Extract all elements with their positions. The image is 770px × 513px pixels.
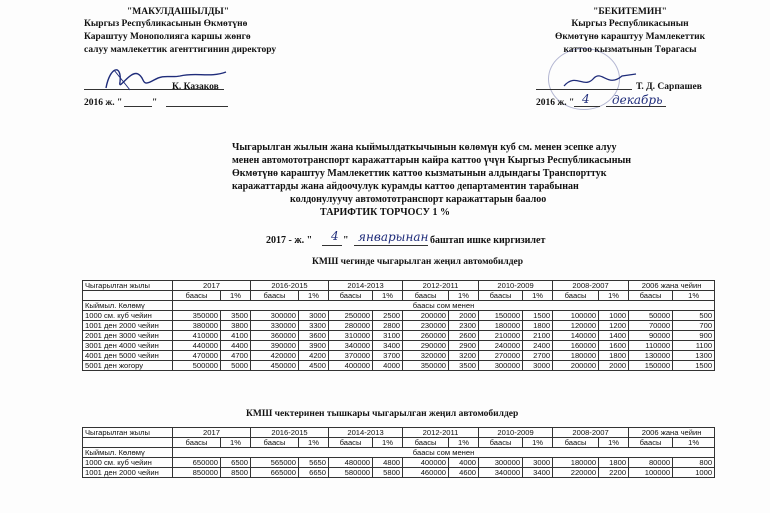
effective-date-suffix: баштап ишке киргизилет: [430, 235, 546, 246]
price-cell: 200000: [403, 311, 449, 321]
percent-cell: 800: [673, 458, 715, 468]
price-cell: 180000: [553, 458, 599, 468]
percent-cell: 3600: [299, 331, 329, 341]
price-cell: 390000: [251, 341, 299, 351]
percent-cell: 5800: [373, 468, 403, 478]
percent-cell: 6500: [221, 458, 251, 468]
percent-cell: 4500: [299, 361, 329, 371]
table2-caption: КМШ чектеринен тышкары чыгарылган жеңил автомобилдер: [246, 409, 519, 419]
percent-cell: 700: [673, 321, 715, 331]
percent-cell: 3500: [449, 361, 479, 371]
left-heading: "МАКУЛДАШЫЛДЫ": [127, 7, 229, 17]
price-cell: 400000: [329, 361, 373, 371]
percent-cell: 1000: [673, 468, 715, 478]
price-cell: 580000: [329, 468, 373, 478]
price-cell: 480000: [329, 458, 373, 468]
right-date-prefix: 2016 ж. ": [536, 98, 575, 108]
price-cell: 240000: [479, 341, 523, 351]
table2-year: 2016-2015: [251, 428, 329, 438]
right-line-2: Өкмөтүнө караштуу Мамлекеттик: [554, 32, 706, 42]
table-row: [83, 458, 715, 468]
price-cell: 300000: [251, 311, 299, 321]
row-label: 1000 см. куб чейин: [83, 458, 173, 468]
intro-line-1: Чыгарылган жылын жана кыймылдаткычынын көлөмүн куб см. менен эсепке алуу: [232, 142, 617, 153]
table1-sub-pct: 1%: [299, 291, 329, 301]
percent-cell: 4400: [221, 341, 251, 351]
table1-subheader-row: [83, 291, 715, 301]
row-label: 2001 ден 3000 чейин: [83, 331, 173, 341]
percent-cell: 3800: [221, 321, 251, 331]
table1-sub-value: баасы: [173, 291, 221, 301]
percent-cell: 4800: [373, 458, 403, 468]
effective-date-month: январынан: [358, 230, 429, 244]
price-cell: 180000: [553, 351, 599, 361]
price-cell: 140000: [553, 331, 599, 341]
price-cell: 380000: [173, 321, 221, 331]
percent-cell: 4100: [221, 331, 251, 341]
table1-sub-value: баасы: [479, 291, 523, 301]
percent-cell: 1600: [599, 341, 629, 351]
percent-cell: 6650: [299, 468, 329, 478]
price-cell: 280000: [329, 321, 373, 331]
table1-sub-pct: 1%: [449, 291, 479, 301]
table2-sub-value: баасы: [403, 438, 449, 448]
percent-cell: 1200: [599, 321, 629, 331]
right-line-1: Кыргыз Республикасынын: [571, 19, 689, 29]
table1-sub-value: баасы: [553, 291, 599, 301]
price-cell: 160000: [553, 341, 599, 351]
table1-sub-value: баасы: [403, 291, 449, 301]
percent-cell: 3500: [221, 311, 251, 321]
intro-line-5: колдонулуучу автомототранспорт каражаттарын баалоо: [290, 194, 547, 205]
intro-line-2: менен автомототранспорт каражаттарын кайра каттоо үчүн Кыргыз Республикасынын: [232, 155, 632, 166]
percent-cell: 4600: [449, 468, 479, 478]
tariff-title: ТАРИФТИК ТОРЧОСУ 1 %: [320, 207, 450, 218]
table2-year: 2008-2007: [553, 428, 629, 438]
row-label: 1000 см. куб чейин: [83, 311, 173, 321]
percent-cell: 3000: [523, 361, 553, 371]
percent-cell: 2700: [523, 351, 553, 361]
table2-sub-value: баасы: [629, 438, 673, 448]
table2-year: 2017: [173, 428, 251, 438]
table-row: [83, 331, 715, 341]
percent-cell: 5000: [221, 361, 251, 371]
table2-sub-value: баасы: [251, 438, 299, 448]
price-cell: 565000: [251, 458, 299, 468]
table1-year-label: Чыгарылган жылы: [83, 281, 173, 291]
percent-cell: 2900: [449, 341, 479, 351]
right-date-month: декабрь: [612, 93, 663, 107]
percent-cell: 1400: [599, 331, 629, 341]
percent-cell: 1500: [673, 361, 715, 371]
right-date-day: 4: [582, 92, 590, 106]
price-cell: 200000: [553, 361, 599, 371]
price-cell: 440000: [173, 341, 221, 351]
table2-year: 2010-2009: [479, 428, 553, 438]
price-cell: 330000: [251, 321, 299, 331]
table2-year: 2012-2011: [403, 428, 479, 438]
effective-date-month-blank: [354, 245, 428, 246]
table1-sub-pct: 1%: [523, 291, 553, 301]
percent-cell: 1500: [523, 311, 553, 321]
table2-subheader-row: [83, 438, 715, 448]
percent-cell: 4700: [221, 351, 251, 361]
table2-year: 2014-2013: [329, 428, 403, 438]
price-cell: 90000: [629, 331, 673, 341]
left-date-mid: ": [152, 98, 158, 108]
percent-cell: 5650: [299, 458, 329, 468]
percent-cell: 1800: [599, 458, 629, 468]
price-cell: 300000: [479, 458, 523, 468]
price-cell: 250000: [329, 311, 373, 321]
price-cell: 665000: [251, 468, 299, 478]
percent-cell: 1800: [599, 351, 629, 361]
table2-sub-value: баасы: [173, 438, 221, 448]
left-line-2: Караштуу Монополияга каршы жөнгө: [84, 32, 251, 42]
percent-cell: 3900: [299, 341, 329, 351]
table1-year: 2012-2011: [403, 281, 479, 291]
price-cell: 650000: [173, 458, 221, 468]
table-row: [83, 351, 715, 361]
table2-label-row: [83, 448, 715, 458]
table2-year-label: Чыгарылган жылы: [83, 428, 173, 438]
row-label: 1001 ден 2000 чейин: [83, 468, 173, 478]
table1-sub-value: баасы: [329, 291, 373, 301]
percent-cell: 1300: [673, 351, 715, 361]
price-cell: 470000: [173, 351, 221, 361]
price-cell: 150000: [479, 311, 523, 321]
table2-year-row: [83, 428, 715, 438]
table1-currency-label: баасы сом менен: [173, 301, 715, 311]
table2-currency-label: баасы сом менен: [173, 448, 715, 458]
intro-line-4: каражаттарды жана айдоочулук курамды каттоо департаментин тарабынан: [232, 181, 579, 192]
price-cell: 410000: [173, 331, 221, 341]
table2-sub-pct: 1%: [599, 438, 629, 448]
table1-engine-label: Кыймыл. Көлөмү: [83, 301, 173, 311]
price-cell: 220000: [553, 468, 599, 478]
right-date-month-blank: [606, 106, 666, 107]
table1-year: 2017: [173, 281, 251, 291]
table2-year: 2006 жана чейин: [629, 428, 715, 438]
price-cell: 500000: [173, 361, 221, 371]
price-cell: 350000: [173, 311, 221, 321]
price-cell: 210000: [479, 331, 523, 341]
table1-year: 2014-2013: [329, 281, 403, 291]
percent-cell: 3700: [373, 351, 403, 361]
table2-sub-pct: 1%: [221, 438, 251, 448]
price-cell: 180000: [479, 321, 523, 331]
table2-sub-value: баасы: [553, 438, 599, 448]
right-signature-line: [536, 89, 632, 90]
price-cell: 340000: [479, 468, 523, 478]
table-row: [83, 321, 715, 331]
percent-cell: 3000: [523, 458, 553, 468]
table2-sub-pct: 1%: [449, 438, 479, 448]
left-date-month-blank: [166, 106, 228, 107]
left-date-day-blank: [124, 106, 152, 107]
percent-cell: 1800: [523, 321, 553, 331]
percent-cell: 2600: [449, 331, 479, 341]
table1-label-row: [83, 301, 715, 311]
percent-cell: 900: [673, 331, 715, 341]
price-cell: 150000: [629, 361, 673, 371]
right-signer-name: Т. Д. Сарпашев: [636, 82, 702, 92]
price-cell: 100000: [629, 468, 673, 478]
table-row: [83, 361, 715, 371]
price-cell: 110000: [629, 341, 673, 351]
price-cell: 50000: [629, 311, 673, 321]
price-cell: 100000: [553, 311, 599, 321]
percent-cell: 3100: [373, 331, 403, 341]
table1-sub-pct: 1%: [373, 291, 403, 301]
price-cell: 120000: [553, 321, 599, 331]
left-line-3: салуу мамлекеттик агенттигинин директору: [84, 45, 277, 55]
row-label: 1001 ден 2000 чейин: [83, 321, 173, 331]
price-cell: 420000: [251, 351, 299, 361]
price-cell: 80000: [629, 458, 673, 468]
price-cell: 340000: [329, 341, 373, 351]
table1-year-row: [83, 281, 715, 291]
table-row: [83, 341, 715, 351]
percent-cell: 2300: [449, 321, 479, 331]
price-cell: 400000: [403, 458, 449, 468]
table1-empty-cell: [83, 291, 173, 301]
row-label: 5001 ден жогору: [83, 361, 173, 371]
table1-sub-value: баасы: [629, 291, 673, 301]
table2-sub-value: баасы: [479, 438, 523, 448]
effective-date-day-blank: [322, 245, 342, 246]
percent-cell: 3400: [523, 468, 553, 478]
table1-sub-pct: 1%: [221, 291, 251, 301]
table2-sub-pct: 1%: [299, 438, 329, 448]
left-signer-name: К. Казаков: [172, 82, 219, 92]
table-row: [83, 468, 715, 478]
table1-sub-pct: 1%: [673, 291, 715, 301]
tariff-table-cis: [82, 280, 715, 371]
table1-sub-pct: 1%: [599, 291, 629, 301]
right-date-day-blank: [574, 106, 600, 107]
price-cell: 850000: [173, 468, 221, 478]
tariff-table-non-cis: [82, 427, 715, 478]
percent-cell: 4200: [299, 351, 329, 361]
row-label: 4001 ден 5000 чейин: [83, 351, 173, 361]
price-cell: 230000: [403, 321, 449, 331]
price-cell: 270000: [479, 351, 523, 361]
percent-cell: 2000: [449, 311, 479, 321]
intro-line-3: Өкмөтүнө караштуу Мамлекеттик каттоо кызматынын алдындагы Транспорттук: [232, 168, 607, 179]
table1-year: 2006 жана чейин: [629, 281, 715, 291]
price-cell: 450000: [251, 361, 299, 371]
price-cell: 350000: [403, 361, 449, 371]
price-cell: 260000: [403, 331, 449, 341]
percent-cell: 2800: [373, 321, 403, 331]
table2-sub-pct: 1%: [673, 438, 715, 448]
table2-sub-pct: 1%: [373, 438, 403, 448]
row-label: 3001 ден 4000 чейин: [83, 341, 173, 351]
price-cell: 320000: [403, 351, 449, 361]
table2-sub-pct: 1%: [523, 438, 553, 448]
percent-cell: 3200: [449, 351, 479, 361]
table2-sub-value: баасы: [329, 438, 373, 448]
table1-year: 2008-2007: [553, 281, 629, 291]
percent-cell: 2000: [599, 361, 629, 371]
effective-date-mid: ": [343, 235, 349, 246]
price-cell: 130000: [629, 351, 673, 361]
percent-cell: 8500: [221, 468, 251, 478]
table2-empty-cell: [83, 438, 173, 448]
price-cell: 300000: [479, 361, 523, 371]
price-cell: 70000: [629, 321, 673, 331]
table-row: [83, 311, 715, 321]
effective-date-day: 4: [331, 229, 339, 243]
price-cell: 360000: [251, 331, 299, 341]
right-line-3: каттоо кызматынын Төрагасы: [563, 45, 697, 55]
price-cell: 460000: [403, 468, 449, 478]
price-cell: 310000: [329, 331, 373, 341]
effective-date-prefix: 2017 - ж. ": [266, 235, 313, 246]
percent-cell: 500: [673, 311, 715, 321]
percent-cell: 3000: [299, 311, 329, 321]
percent-cell: 3400: [373, 341, 403, 351]
price-cell: 370000: [329, 351, 373, 361]
percent-cell: 2100: [523, 331, 553, 341]
percent-cell: 4000: [449, 458, 479, 468]
left-line-1: Кыргыз Республикасынын Өкмөтүнө: [84, 19, 248, 29]
table1-year: 2016-2015: [251, 281, 329, 291]
table1-caption: КМШ чегинде чыгарылган жеңил автомобилдер: [312, 257, 524, 267]
table1-year: 2010-2009: [479, 281, 553, 291]
price-cell: 290000: [403, 341, 449, 351]
percent-cell: 1100: [673, 341, 715, 351]
percent-cell: 3300: [299, 321, 329, 331]
percent-cell: 1000: [599, 311, 629, 321]
table1-sub-value: баасы: [251, 291, 299, 301]
percent-cell: 2500: [373, 311, 403, 321]
right-heading: "БЕКИТЕМИН": [593, 7, 667, 17]
left-date-prefix: 2016 ж. ": [84, 98, 123, 108]
percent-cell: 4000: [373, 361, 403, 371]
percent-cell: 2200: [599, 468, 629, 478]
table2-engine-label: Кыймыл. Көлөмү: [83, 448, 173, 458]
percent-cell: 2400: [523, 341, 553, 351]
